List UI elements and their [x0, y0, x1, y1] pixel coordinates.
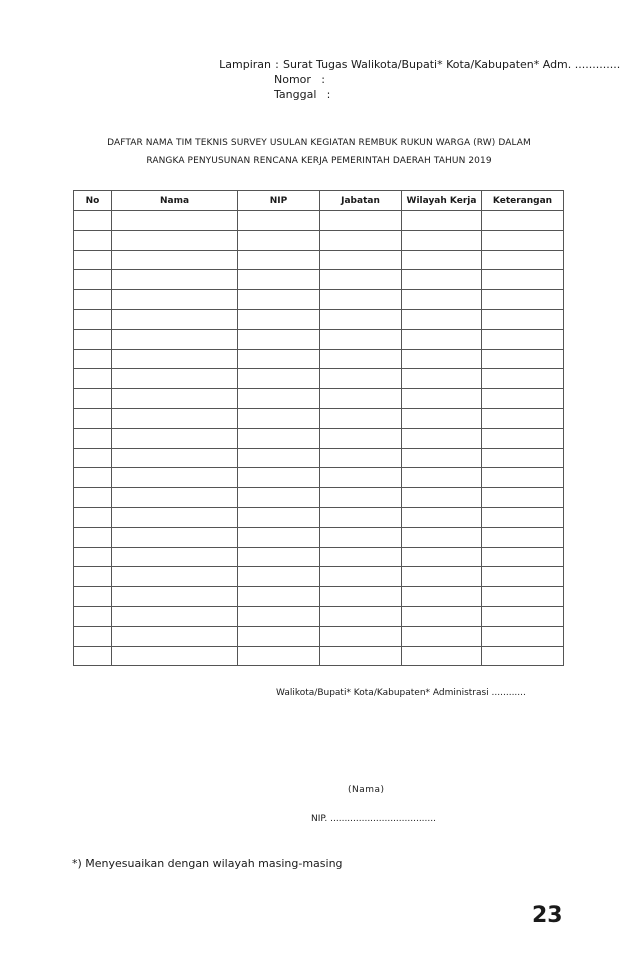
table-cell [320, 270, 402, 290]
table-cell [320, 587, 402, 607]
table-cell [74, 488, 112, 508]
separator: : [326, 88, 331, 101]
table-row [74, 468, 564, 488]
table-cell [112, 408, 238, 428]
table-cell [112, 547, 238, 567]
table-cell [74, 290, 112, 310]
table-cell [320, 646, 402, 666]
nomor-label: Nomor [274, 73, 311, 86]
table-cell [238, 646, 320, 666]
table-row [74, 428, 564, 448]
table-cell [320, 349, 402, 369]
table-cell [238, 211, 320, 231]
table-cell [320, 211, 402, 231]
table-cell [74, 507, 112, 527]
table-row [74, 567, 564, 587]
table-row [74, 626, 564, 646]
table-cell [238, 527, 320, 547]
column-header-jabatan: Jabatan [320, 191, 402, 211]
table-cell [320, 369, 402, 389]
table-cell [320, 329, 402, 349]
table-row [74, 230, 564, 250]
table-cell [320, 606, 402, 626]
table-cell [74, 567, 112, 587]
table-cell [112, 428, 238, 448]
column-header-keterangan: Keterangan [482, 191, 564, 211]
table-body [74, 211, 564, 666]
table-cell [320, 230, 402, 250]
table-cell [482, 626, 564, 646]
tanggal-label: Tanggal [274, 88, 317, 101]
table-cell [74, 250, 112, 270]
table-cell [238, 507, 320, 527]
table-cell [482, 408, 564, 428]
table-cell [482, 428, 564, 448]
table-cell [402, 587, 482, 607]
table-cell [402, 211, 482, 231]
table-cell [238, 468, 320, 488]
table-cell [320, 527, 402, 547]
table-cell [402, 270, 482, 290]
table-cell [482, 468, 564, 488]
table-cell [74, 626, 112, 646]
table-cell [402, 646, 482, 666]
table-cell [402, 626, 482, 646]
table-cell [482, 329, 564, 349]
table-cell [74, 389, 112, 409]
table-cell [402, 488, 482, 508]
table-cell [112, 646, 238, 666]
table-cell [112, 369, 238, 389]
table-cell [238, 270, 320, 290]
table-cell [482, 389, 564, 409]
table-cell [320, 389, 402, 409]
table-cell [74, 587, 112, 607]
table-cell [402, 290, 482, 310]
table-row [74, 527, 564, 547]
table-cell [402, 468, 482, 488]
table-cell [482, 488, 564, 508]
table-cell [74, 408, 112, 428]
table-cell [320, 448, 402, 468]
table-cell [320, 547, 402, 567]
page-number: 23 [532, 903, 563, 928]
separator: : [275, 58, 279, 71]
table-cell [402, 428, 482, 448]
table-cell [74, 230, 112, 250]
table-cell [238, 389, 320, 409]
table-cell [112, 309, 238, 329]
column-header-no: No [74, 191, 112, 211]
table-cell [74, 309, 112, 329]
table-cell [482, 211, 564, 231]
table-cell [112, 488, 238, 508]
table-cell [112, 230, 238, 250]
table-cell [320, 468, 402, 488]
table-cell [238, 428, 320, 448]
signature-title: Walikota/Bupati* Kota/Kabupaten* Administrasi ............ [276, 688, 526, 698]
table-row [74, 547, 564, 567]
table-cell [320, 567, 402, 587]
column-header-nama: Nama [112, 191, 238, 211]
table-cell [238, 408, 320, 428]
table-cell [74, 329, 112, 349]
table-row [74, 309, 564, 329]
table-cell [112, 626, 238, 646]
table-cell [320, 488, 402, 508]
document-title-line2: RANGKA PENYUSUNAN RENCANA KERJA PEMERINTAH DAERAH TAHUN 2019 [146, 156, 492, 166]
table-cell [112, 250, 238, 270]
table-cell [482, 349, 564, 369]
table-row [74, 349, 564, 369]
table-cell [482, 230, 564, 250]
table-cell [238, 448, 320, 468]
table-cell [238, 606, 320, 626]
table-cell [112, 587, 238, 607]
table-cell [320, 408, 402, 428]
table-cell [320, 626, 402, 646]
table-cell [402, 507, 482, 527]
table-row [74, 606, 564, 626]
table-row [74, 507, 564, 527]
table-cell [402, 349, 482, 369]
nomor-row [206, 72, 620, 87]
table-cell [482, 507, 564, 527]
table-cell [402, 408, 482, 428]
table-row [74, 389, 564, 409]
table-cell [402, 547, 482, 567]
table-cell [402, 309, 482, 329]
table-cell [74, 606, 112, 626]
table-row [74, 369, 564, 389]
table-cell [112, 389, 238, 409]
table-cell [74, 270, 112, 290]
table-cell [112, 567, 238, 587]
table-row [74, 488, 564, 508]
signature-name: (Nama) [348, 785, 385, 795]
table-row [74, 408, 564, 428]
table-cell [482, 250, 564, 270]
table-cell [112, 349, 238, 369]
table-cell [112, 468, 238, 488]
table-cell [74, 646, 112, 666]
table-cell [402, 230, 482, 250]
table-row [74, 270, 564, 290]
table-cell [320, 290, 402, 310]
table-cell [482, 587, 564, 607]
column-header-wilayah-kerja: Wilayah Kerja [402, 191, 482, 211]
table-cell [238, 309, 320, 329]
table-cell [238, 329, 320, 349]
table-row [74, 587, 564, 607]
table-cell [238, 626, 320, 646]
table-cell [238, 349, 320, 369]
table-cell [238, 290, 320, 310]
table-cell [112, 507, 238, 527]
table-cell [238, 567, 320, 587]
table-cell [112, 329, 238, 349]
table-row [74, 290, 564, 310]
table-cell [112, 270, 238, 290]
table-cell [482, 309, 564, 329]
tanggal-row [206, 87, 620, 102]
table-cell [402, 250, 482, 270]
table-header-row [74, 191, 564, 211]
table-cell [112, 211, 238, 231]
table-cell [238, 547, 320, 567]
table-cell [112, 527, 238, 547]
table-cell [238, 587, 320, 607]
document-title-line1: DAFTAR NAMA TIM TEKNIS SURVEY USULAN KEGIATAN REMBUK RUKUN WARGA (RW) DALAM [107, 138, 531, 148]
table-cell [482, 270, 564, 290]
table-cell [74, 448, 112, 468]
table-row [74, 448, 564, 468]
table-row [74, 250, 564, 270]
table-cell [402, 329, 482, 349]
lampiran-value: Surat Tugas Walikota/Bupati* Kota/Kabupaten* Adm. ............. [283, 58, 621, 71]
table-cell [482, 527, 564, 547]
table-cell [74, 428, 112, 448]
table-cell [74, 369, 112, 389]
table-cell [402, 606, 482, 626]
table-cell [482, 567, 564, 587]
table-row [74, 329, 564, 349]
table-cell [112, 448, 238, 468]
table-cell [74, 547, 112, 567]
table-cell [482, 290, 564, 310]
table-row [74, 646, 564, 666]
table-cell [112, 290, 238, 310]
table-cell [238, 488, 320, 508]
table-cell [74, 211, 112, 231]
table-cell [238, 250, 320, 270]
table-cell [402, 527, 482, 547]
table-cell [74, 468, 112, 488]
lampiran-header [206, 57, 620, 102]
table-cell [482, 646, 564, 666]
table-cell [402, 389, 482, 409]
table-cell [74, 349, 112, 369]
table-row [74, 211, 564, 231]
table-cell [238, 369, 320, 389]
team-list-table [73, 190, 564, 666]
table-cell [402, 567, 482, 587]
separator: : [321, 73, 325, 86]
lampiran-row [206, 57, 620, 72]
table-cell [402, 448, 482, 468]
lampiran-label: Lampiran [219, 58, 271, 71]
table-cell [402, 369, 482, 389]
table-cell [320, 309, 402, 329]
footnote: *) Menyesuaikan dengan wilayah masing-masing [72, 857, 343, 870]
table-cell [482, 369, 564, 389]
table-cell [320, 428, 402, 448]
table-cell [112, 606, 238, 626]
table-cell [482, 547, 564, 567]
table-cell [320, 507, 402, 527]
column-header-nip: NIP [238, 191, 320, 211]
table-cell [482, 448, 564, 468]
signature-nip: NIP. ..................................... [311, 814, 436, 824]
table-cell [320, 250, 402, 270]
table-cell [74, 527, 112, 547]
table-cell [482, 606, 564, 626]
table-cell [238, 230, 320, 250]
